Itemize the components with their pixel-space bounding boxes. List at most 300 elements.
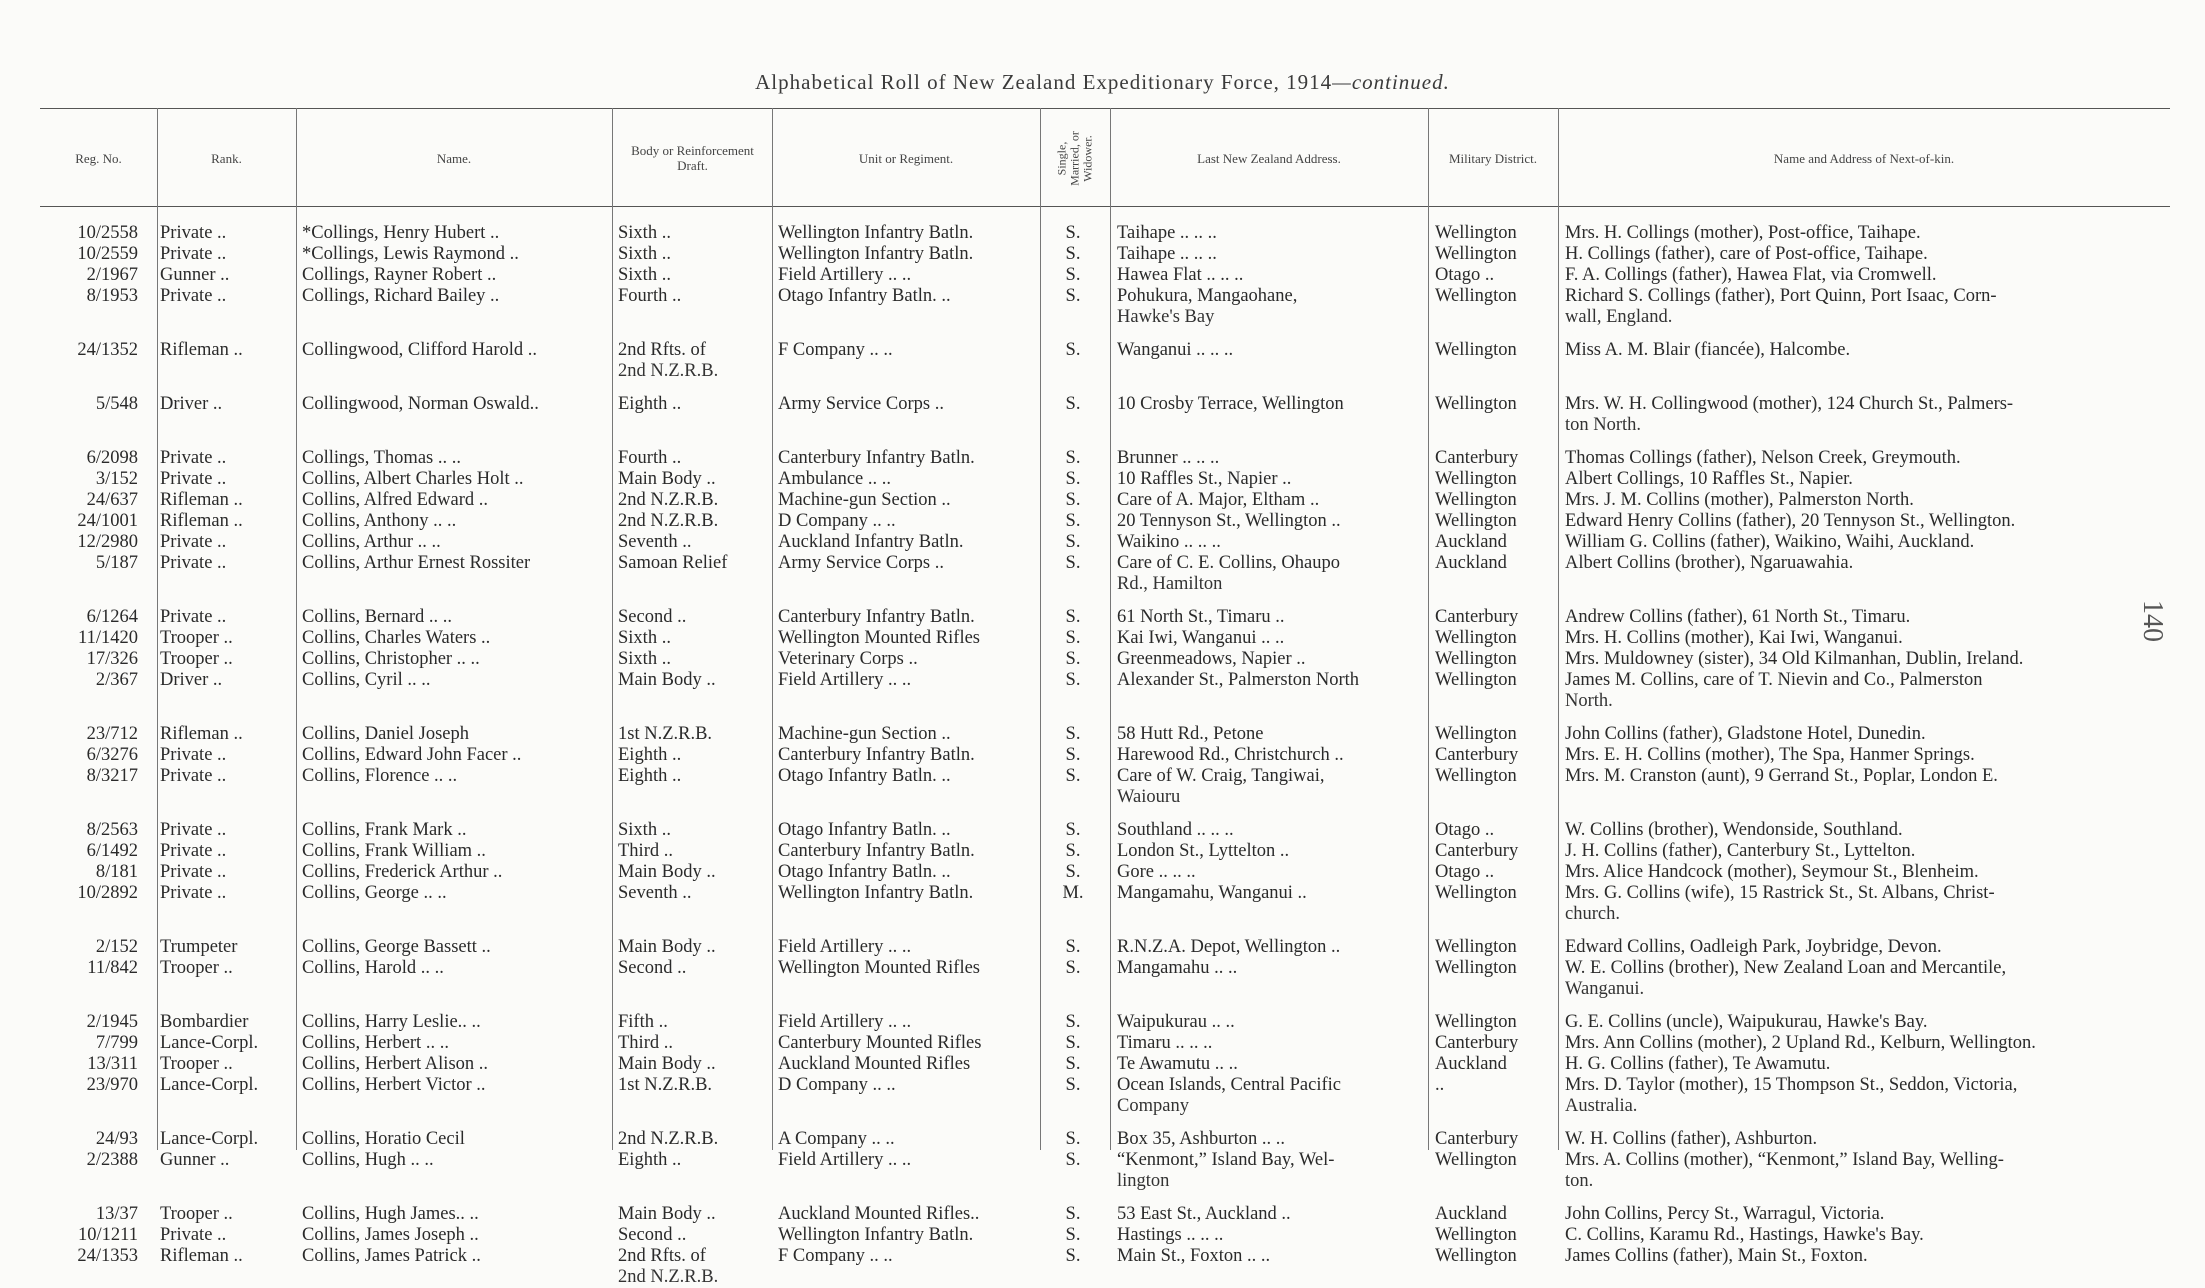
table-row-continuation bbox=[0, 691, 2205, 711]
soldier-name: Collins, James Joseph .. bbox=[302, 1225, 479, 1245]
reg-no: 23/970 bbox=[86, 1075, 138, 1095]
reg-no: 23/712 bbox=[86, 724, 138, 744]
marital-status: S. bbox=[1065, 1204, 1081, 1224]
military-district: Wellington bbox=[1435, 670, 1517, 690]
soldier-name: Collins, Arthur Ernest Rossiter bbox=[302, 553, 531, 573]
table-row-continuation bbox=[0, 1171, 2205, 1191]
unit: A Company .. .. bbox=[778, 1129, 895, 1149]
last-address: Mangamahu .. .. bbox=[1117, 958, 1238, 978]
last-address: Wanganui .. .. .. bbox=[1117, 340, 1234, 360]
last-address: 10 Raffles St., Napier .. bbox=[1117, 469, 1292, 489]
last-address: Pohukura, Mangaohane, bbox=[1117, 286, 1298, 306]
rank: Private .. bbox=[160, 883, 227, 903]
military-district: Wellington bbox=[1435, 394, 1517, 414]
table-row-continuation bbox=[0, 307, 2205, 327]
rank: Driver .. bbox=[160, 670, 223, 690]
title-text: Alphabetical Roll of New Zealand Expeditionary Force, 1914 bbox=[755, 70, 1333, 94]
next-of-kin-continued: North. bbox=[1565, 691, 1613, 711]
next-of-kin-continued: Wanganui. bbox=[1565, 979, 1645, 999]
col-header-address: Last New Zealand Address. bbox=[1197, 150, 1341, 166]
next-of-kin: G. E. Collins (uncle), Waipukurau, Hawke's Bay. bbox=[1565, 1012, 1928, 1032]
military-district: Wellington bbox=[1435, 511, 1517, 531]
draft: 2nd N.Z.R.B. bbox=[618, 511, 719, 531]
rank: Driver .. bbox=[160, 394, 223, 414]
unit: Field Artillery .. .. bbox=[778, 937, 912, 957]
last-address-continued: Rd., Hamilton bbox=[1117, 574, 1223, 594]
draft: Eighth .. bbox=[618, 394, 682, 414]
unit: Otago Infantry Batln. .. bbox=[778, 820, 951, 840]
next-of-kin: Thomas Collings (father), Nelson Creek, Greymouth. bbox=[1565, 448, 1961, 468]
last-address: Care of C. E. Collins, Ohaupo bbox=[1117, 553, 1341, 573]
last-address: Taihape .. .. .. bbox=[1117, 223, 1217, 243]
military-district: Wellington bbox=[1435, 1012, 1517, 1032]
marital-status: S. bbox=[1065, 1246, 1081, 1266]
next-of-kin: Mrs. G. Collins (wife), 15 Rastrick St., St. Albans, Christ- bbox=[1565, 883, 1995, 903]
unit: Canterbury Infantry Batln. bbox=[778, 607, 975, 627]
next-of-kin: Mrs. Ann Collins (mother), 2 Upland Rd., Kelburn, Wellington. bbox=[1565, 1033, 2036, 1053]
col-header-name: Name. bbox=[436, 150, 472, 166]
unit: Otago Infantry Batln. .. bbox=[778, 286, 951, 306]
col-header-military: Military District. bbox=[1448, 150, 1538, 166]
military-district: Wellington bbox=[1435, 1225, 1517, 1245]
last-address: R.N.Z.A. Depot, Wellington .. bbox=[1117, 937, 1341, 957]
draft: Main Body .. bbox=[618, 1204, 716, 1224]
draft: Seventh .. bbox=[618, 532, 692, 552]
soldier-name: Collins, Frank Mark .. bbox=[302, 820, 467, 840]
next-of-kin: Mrs. A. Collins (mother), “Kenmont,” Island Bay, Welling- bbox=[1565, 1150, 2004, 1170]
marital-status: S. bbox=[1065, 553, 1081, 573]
table-row bbox=[0, 766, 2205, 787]
marital-status: S. bbox=[1065, 1012, 1081, 1032]
reg-no: 10/2892 bbox=[77, 883, 138, 903]
soldier-name: Collingwood, Clifford Harold .. bbox=[302, 340, 538, 360]
table-row bbox=[0, 628, 2205, 649]
col-header-reg: Reg. No. bbox=[75, 150, 122, 166]
last-address-continued: lington bbox=[1117, 1171, 1170, 1191]
reg-no: 10/2558 bbox=[77, 223, 138, 243]
next-of-kin: Mrs. Alice Handcock (mother), Seymour St., Blenheim. bbox=[1565, 862, 1979, 882]
marital-status: S. bbox=[1065, 1129, 1081, 1149]
draft: Eighth .. bbox=[618, 745, 682, 765]
soldier-name: Collins, Hugh .. .. bbox=[302, 1150, 434, 1170]
table-row bbox=[0, 1204, 2205, 1225]
next-of-kin: Edward Collins, Oadleigh Park, Joybridge, Devon. bbox=[1565, 937, 1942, 957]
col-header-kin: Name and Address of Next-of-kin. bbox=[1773, 150, 1955, 166]
rank: Rifleman .. bbox=[160, 340, 243, 360]
soldier-name: Collins, Harold .. .. bbox=[302, 958, 444, 978]
last-address: Greenmeadows, Napier .. bbox=[1117, 649, 1306, 669]
last-address: Gore .. .. .. bbox=[1117, 862, 1196, 882]
military-district: Wellington bbox=[1435, 490, 1517, 510]
next-of-kin: John Collins (father), Gladstone Hotel, Dunedin. bbox=[1565, 724, 1926, 744]
unit: Auckland Infantry Batln. bbox=[778, 532, 964, 552]
rank: Trooper .. bbox=[160, 649, 233, 669]
table-row bbox=[0, 745, 2205, 766]
marital-status: S. bbox=[1065, 841, 1081, 861]
soldier-name: Collins, Daniel Joseph bbox=[302, 724, 470, 744]
soldier-name: Collins, Frank William .. bbox=[302, 841, 486, 861]
draft: Sixth .. bbox=[618, 223, 671, 243]
table-row-continuation bbox=[0, 361, 2205, 381]
last-address: Waipukurau .. .. bbox=[1117, 1012, 1235, 1032]
unit: Otago Infantry Batln. .. bbox=[778, 862, 951, 882]
rank: Trooper .. bbox=[160, 1204, 233, 1224]
page-number: 140 bbox=[2137, 600, 2168, 642]
table-row bbox=[0, 883, 2205, 904]
unit: Army Service Corps .. bbox=[778, 394, 944, 414]
military-district: Wellington bbox=[1435, 958, 1517, 978]
draft: Fourth .. bbox=[618, 448, 682, 468]
last-address: 61 North St., Timaru .. bbox=[1117, 607, 1285, 627]
last-address: “Kenmont,” Island Bay, Wel- bbox=[1117, 1150, 1335, 1170]
last-address: Hawea Flat .. .. .. bbox=[1117, 265, 1244, 285]
military-district: Canterbury bbox=[1435, 1033, 1519, 1053]
table-row bbox=[0, 223, 2205, 244]
table-row-continuation bbox=[0, 979, 2205, 999]
last-address: Care of W. Craig, Tangiwai, bbox=[1117, 766, 1325, 786]
unit: Field Artillery .. .. bbox=[778, 1012, 912, 1032]
rank: Private .. bbox=[160, 862, 227, 882]
marital-status: S. bbox=[1065, 628, 1081, 648]
marital-status: S. bbox=[1065, 511, 1081, 531]
reg-no: 2/152 bbox=[95, 937, 138, 957]
marital-status: S. bbox=[1065, 469, 1081, 489]
draft: Samoan Relief bbox=[618, 553, 728, 573]
military-district: Wellington bbox=[1435, 628, 1517, 648]
rank: Private .. bbox=[160, 1225, 227, 1245]
table-row bbox=[0, 862, 2205, 883]
marital-status: S. bbox=[1065, 745, 1081, 765]
col-header-status-box bbox=[1040, 110, 1110, 206]
marital-status: S. bbox=[1065, 448, 1081, 468]
marital-status: S. bbox=[1065, 958, 1081, 978]
last-address: Te Awamutu .. .. bbox=[1117, 1054, 1238, 1074]
next-of-kin: Mrs. M. Cranston (aunt), 9 Gerrand St., Poplar, London E. bbox=[1565, 766, 1998, 786]
table-row bbox=[0, 649, 2205, 670]
last-address-continued: Waiouru bbox=[1117, 787, 1181, 807]
soldier-name: Collins, Edward John Facer .. bbox=[302, 745, 522, 765]
table-row bbox=[0, 1054, 2205, 1075]
draft: Sixth .. bbox=[618, 265, 671, 285]
table-row bbox=[0, 265, 2205, 286]
military-district: Wellington bbox=[1435, 766, 1517, 786]
last-address: Brunner .. .. .. bbox=[1117, 448, 1220, 468]
unit: Field Artillery .. .. bbox=[778, 265, 912, 285]
rank: Private .. bbox=[160, 745, 227, 765]
rank: Private .. bbox=[160, 532, 227, 552]
rank: Bombardier bbox=[160, 1012, 249, 1032]
marital-status: S. bbox=[1065, 820, 1081, 840]
next-of-kin: C. Collins, Karamu Rd., Hastings, Hawke's Bay. bbox=[1565, 1225, 1924, 1245]
marital-status: M. bbox=[1062, 883, 1084, 903]
draft: 2nd Rfts. of bbox=[618, 1246, 706, 1266]
marital-status: S. bbox=[1065, 724, 1081, 744]
reg-no: 3/152 bbox=[95, 469, 138, 489]
unit: Wellington Infantry Batln. bbox=[778, 223, 974, 243]
rank: Private .. bbox=[160, 286, 227, 306]
table-row bbox=[0, 1075, 2205, 1096]
next-of-kin: William G. Collins (father), Waikino, Waihi, Auckland. bbox=[1565, 532, 1975, 552]
title-continued: —continued. bbox=[1332, 70, 1450, 94]
marital-status: S. bbox=[1065, 223, 1081, 243]
unit: Wellington Mounted Rifles bbox=[778, 628, 980, 648]
table-row bbox=[0, 937, 2205, 958]
table-row bbox=[0, 1150, 2205, 1171]
last-address: Harewood Rd., Christchurch .. bbox=[1117, 745, 1344, 765]
next-of-kin: W. H. Collins (father), Ashburton. bbox=[1565, 1129, 1818, 1149]
last-address-continued: Company bbox=[1117, 1096, 1189, 1116]
rank: Private .. bbox=[160, 841, 227, 861]
military-district: Canterbury bbox=[1435, 1129, 1519, 1149]
rank: Trumpeter bbox=[160, 937, 238, 957]
unit: Canterbury Infantry Batln. bbox=[778, 448, 975, 468]
last-address: 20 Tennyson St., Wellington .. bbox=[1117, 511, 1341, 531]
military-district: Auckland bbox=[1435, 532, 1507, 552]
rank: Private .. bbox=[160, 553, 227, 573]
unit: Wellington Infantry Batln. bbox=[778, 244, 974, 264]
marital-status: S. bbox=[1065, 1054, 1081, 1074]
unit: Wellington Infantry Batln. bbox=[778, 883, 974, 903]
next-of-kin: H. Collings (father), care of Post-office, Taihape. bbox=[1565, 244, 1928, 264]
reg-no: 10/2559 bbox=[77, 244, 138, 264]
unit: Veterinary Corps .. bbox=[778, 649, 918, 669]
draft: Second .. bbox=[618, 1225, 687, 1245]
marital-status: S. bbox=[1065, 265, 1081, 285]
soldier-name: *Collings, Lewis Raymond .. bbox=[302, 244, 519, 264]
draft: 1st N.Z.R.B. bbox=[618, 724, 713, 744]
rank: Lance-Corpl. bbox=[160, 1129, 259, 1149]
col-header-body: Body or Reinforcement Draft. bbox=[631, 143, 754, 173]
military-district: Wellington bbox=[1435, 286, 1517, 306]
next-of-kin-continued: ton. bbox=[1565, 1171, 1594, 1191]
unit: Auckland Mounted Rifles bbox=[778, 1054, 971, 1074]
next-of-kin: Mrs. H. Collins (mother), Kai Iwi, Wanganui. bbox=[1565, 628, 1903, 648]
military-district: Wellington bbox=[1435, 649, 1517, 669]
reg-no: 2/367 bbox=[95, 670, 138, 690]
reg-no: 11/842 bbox=[87, 958, 138, 978]
rank: Rifleman .. bbox=[160, 1246, 243, 1266]
unit: Ambulance .. .. bbox=[778, 469, 892, 489]
soldier-name: Collins, Alfred Edward .. bbox=[302, 490, 489, 510]
military-district: Wellington bbox=[1435, 244, 1517, 264]
roll-table-body bbox=[0, 223, 2205, 1287]
draft: Fourth .. bbox=[618, 286, 682, 306]
marital-status: S. bbox=[1065, 532, 1081, 552]
rank: Trooper .. bbox=[160, 1054, 233, 1074]
reg-no: 6/1492 bbox=[86, 841, 138, 861]
marital-status: S. bbox=[1065, 649, 1081, 669]
draft: Eighth .. bbox=[618, 766, 682, 786]
draft: Main Body .. bbox=[618, 1054, 716, 1074]
table-row bbox=[0, 532, 2205, 553]
next-of-kin: James M. Collins, care of T. Nievin and Co., Palmerston bbox=[1565, 670, 1983, 690]
rank: Private .. bbox=[160, 820, 227, 840]
draft: 2nd N.Z.R.B. bbox=[618, 490, 719, 510]
unit: Wellington Mounted Rifles bbox=[778, 958, 980, 978]
next-of-kin: W. E. Collins (brother), New Zealand Loan and Mercantile, bbox=[1565, 958, 2007, 978]
table-row bbox=[0, 394, 2205, 415]
last-address: Waikino .. .. .. bbox=[1117, 532, 1221, 552]
soldier-name: Collings, Rayner Robert .. bbox=[302, 265, 497, 285]
table-row bbox=[0, 448, 2205, 469]
military-district: Wellington bbox=[1435, 724, 1517, 744]
rank: Private .. bbox=[160, 448, 227, 468]
military-district: Wellington bbox=[1435, 469, 1517, 489]
reg-no: 2/1945 bbox=[86, 1012, 138, 1032]
military-district: Wellington bbox=[1435, 340, 1517, 360]
col-header-unit: Unit or Regiment. bbox=[858, 150, 954, 166]
next-of-kin: Andrew Collins (father), 61 North St., Timaru. bbox=[1565, 607, 1911, 627]
reg-no: 11/1420 bbox=[78, 628, 138, 648]
table-row bbox=[0, 670, 2205, 691]
rank: Private .. bbox=[160, 244, 227, 264]
next-of-kin: Mrs. J. M. Collins (mother), Palmerston North. bbox=[1565, 490, 1914, 510]
col-header-status: Single, Married, or Widower. bbox=[1054, 130, 1095, 186]
soldier-name: Collins, Bernard .. .. bbox=[302, 607, 453, 627]
last-address: 10 Crosby Terrace, Wellington bbox=[1117, 394, 1344, 414]
last-address: Timaru .. .. .. bbox=[1117, 1033, 1213, 1053]
military-district: Auckland bbox=[1435, 1204, 1507, 1224]
table-row bbox=[0, 1129, 2205, 1150]
draft: Sixth .. bbox=[618, 628, 671, 648]
marital-status: S. bbox=[1065, 286, 1081, 306]
draft: Eighth .. bbox=[618, 1150, 682, 1170]
reg-no: 24/637 bbox=[86, 490, 138, 510]
last-address: Box 35, Ashburton .. .. bbox=[1117, 1129, 1286, 1149]
marital-status: S. bbox=[1065, 1075, 1081, 1095]
draft: Fifth .. bbox=[618, 1012, 668, 1032]
header-bottom-rule bbox=[40, 206, 2170, 207]
marital-status: S. bbox=[1065, 1150, 1081, 1170]
military-district: Canterbury bbox=[1435, 607, 1519, 627]
military-district: Wellington bbox=[1435, 1150, 1517, 1170]
next-of-kin: Mrs. W. H. Collingwood (mother), 124 Church St., Palmers- bbox=[1565, 394, 2014, 414]
reg-no: 24/1001 bbox=[77, 511, 138, 531]
page-title bbox=[0, 70, 2205, 95]
draft: Main Body .. bbox=[618, 862, 716, 882]
unit: Auckland Mounted Rifles.. bbox=[778, 1204, 980, 1224]
table-row bbox=[0, 490, 2205, 511]
rank: Trooper .. bbox=[160, 628, 233, 648]
rank: Private .. bbox=[160, 223, 227, 243]
unit: Field Artillery .. .. bbox=[778, 1150, 912, 1170]
unit: Canterbury Infantry Batln. bbox=[778, 745, 975, 765]
unit: Field Artillery .. .. bbox=[778, 670, 912, 690]
table-row-continuation bbox=[0, 574, 2205, 594]
rank: Gunner .. bbox=[160, 265, 230, 285]
reg-no: 10/1211 bbox=[78, 1225, 138, 1245]
marital-status: S. bbox=[1065, 490, 1081, 510]
reg-no: 2/2388 bbox=[86, 1150, 138, 1170]
military-district: Auckland bbox=[1435, 1054, 1507, 1074]
draft: Third .. bbox=[618, 841, 673, 861]
next-of-kin: F. A. Collings (father), Hawea Flat, via Cromwell. bbox=[1565, 265, 1937, 285]
reg-no: 24/1353 bbox=[77, 1246, 138, 1266]
reg-no: 13/311 bbox=[87, 1054, 138, 1074]
next-of-kin: Edward Henry Collins (father), 20 Tennyson St., Wellington. bbox=[1565, 511, 2016, 531]
marital-status: S. bbox=[1065, 937, 1081, 957]
marital-status: S. bbox=[1065, 340, 1081, 360]
table-row-continuation bbox=[0, 415, 2205, 435]
reg-no: 13/37 bbox=[95, 1204, 138, 1224]
soldier-name: Collins, Anthony .. .. bbox=[302, 511, 457, 531]
marital-status: S. bbox=[1065, 607, 1081, 627]
last-address: London St., Lyttelton .. bbox=[1117, 841, 1290, 861]
rank: Rifleman .. bbox=[160, 724, 243, 744]
reg-no: 5/548 bbox=[95, 394, 138, 414]
soldier-name: Collins, Albert Charles Holt .. bbox=[302, 469, 524, 489]
table-row bbox=[0, 958, 2205, 979]
soldier-name: Collingwood, Norman Oswald.. bbox=[302, 394, 539, 414]
soldier-name: Collins, Frederick Arthur .. bbox=[302, 862, 503, 882]
table-row bbox=[0, 1246, 2205, 1267]
draft: 2nd Rfts. of bbox=[618, 340, 706, 360]
military-district: Canterbury bbox=[1435, 448, 1519, 468]
rank: Trooper .. bbox=[160, 958, 233, 978]
reg-no: 24/1352 bbox=[77, 340, 138, 360]
table-row bbox=[0, 553, 2205, 574]
reg-no: 8/2563 bbox=[86, 820, 138, 840]
soldier-name: Collins, James Patrick .. bbox=[302, 1246, 481, 1266]
soldier-name: Collins, Herbert .. .. bbox=[302, 1033, 449, 1053]
rank: Lance-Corpl. bbox=[160, 1075, 259, 1095]
soldier-name: Collins, Christopher .. .. bbox=[302, 649, 480, 669]
reg-no: 7/799 bbox=[95, 1033, 138, 1053]
table-row bbox=[0, 286, 2205, 307]
next-of-kin: Albert Collins (brother), Ngaruawahia. bbox=[1565, 553, 1854, 573]
table-row bbox=[0, 1033, 2205, 1054]
soldier-name: Collins, Herbert Alison .. bbox=[302, 1054, 489, 1074]
last-address: Taihape .. .. .. bbox=[1117, 244, 1217, 264]
unit: Machine-gun Section .. bbox=[778, 724, 951, 744]
last-address: Main St., Foxton .. .. bbox=[1117, 1246, 1271, 1266]
draft: Main Body .. bbox=[618, 937, 716, 957]
table-row-continuation bbox=[0, 1267, 2205, 1287]
rank: Lance-Corpl. bbox=[160, 1033, 259, 1053]
military-district: Wellington bbox=[1435, 937, 1517, 957]
last-address: Care of A. Major, Eltham .. bbox=[1117, 490, 1320, 510]
soldier-name: Collins, Horatio Cecil bbox=[302, 1129, 465, 1149]
soldier-name: Collins, George Bassett .. bbox=[302, 937, 491, 957]
last-address: Alexander St., Palmerston North bbox=[1117, 670, 1359, 690]
rank: Rifleman .. bbox=[160, 490, 243, 510]
rank: Private .. bbox=[160, 607, 227, 627]
reg-no: 8/181 bbox=[95, 862, 138, 882]
header-top-rule bbox=[40, 108, 2170, 109]
soldier-name: Collins, Arthur .. .. bbox=[302, 532, 441, 552]
military-district: Otago .. bbox=[1435, 862, 1495, 882]
table-row bbox=[0, 511, 2205, 532]
reg-no: 6/2098 bbox=[86, 448, 138, 468]
next-of-kin: Albert Collings, 10 Raffles St., Napier. bbox=[1565, 469, 1853, 489]
draft: 1st N.Z.R.B. bbox=[618, 1075, 713, 1095]
military-district: .. bbox=[1435, 1075, 1445, 1095]
military-district: Wellington bbox=[1435, 1246, 1517, 1266]
table-row bbox=[0, 340, 2205, 361]
unit: Machine-gun Section .. bbox=[778, 490, 951, 510]
next-of-kin: Mrs. H. Collings (mother), Post-office, Taihape. bbox=[1565, 223, 1921, 243]
table-row bbox=[0, 724, 2205, 745]
reg-no: 5/187 bbox=[95, 553, 138, 573]
unit: Army Service Corps .. bbox=[778, 553, 944, 573]
military-district: Canterbury bbox=[1435, 841, 1519, 861]
military-district: Auckland bbox=[1435, 553, 1507, 573]
military-district: Wellington bbox=[1435, 223, 1517, 243]
marital-status: S. bbox=[1065, 244, 1081, 264]
table-row bbox=[0, 244, 2205, 265]
reg-no: 8/3217 bbox=[86, 766, 138, 786]
col-header-rank: Rank. bbox=[211, 150, 242, 166]
